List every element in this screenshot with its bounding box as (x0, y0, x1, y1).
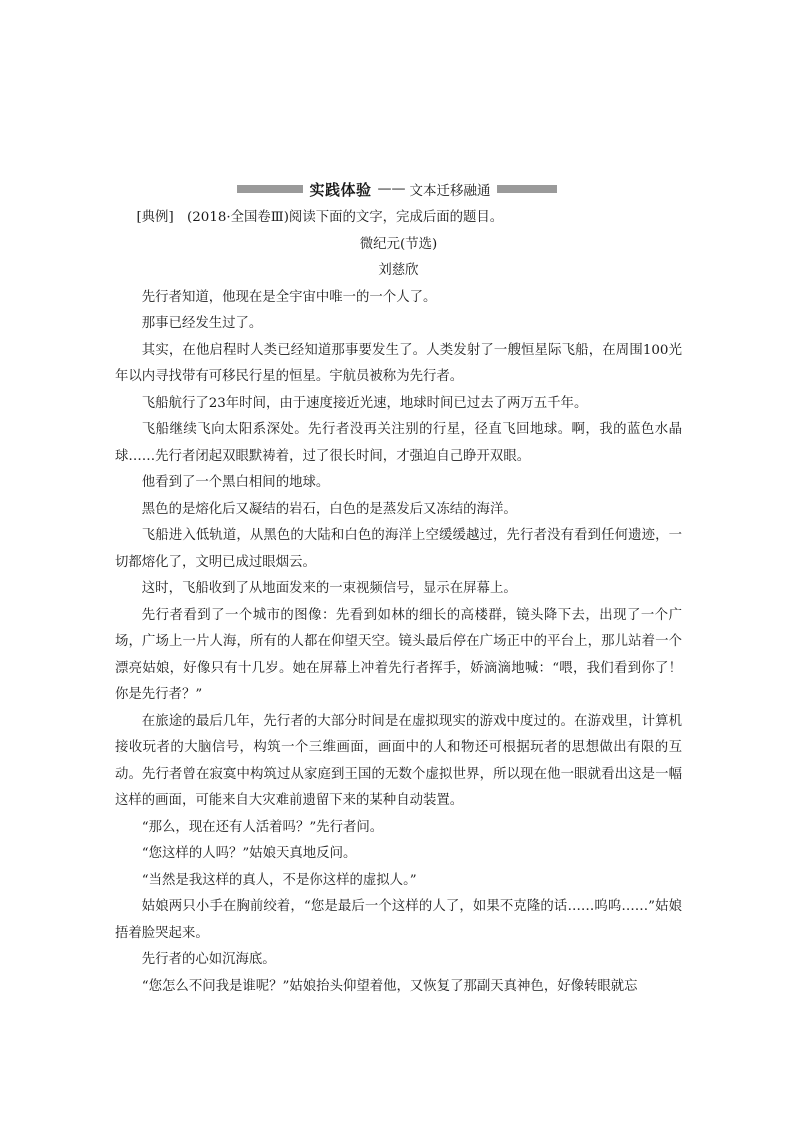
paragraph: “您怎么不问我是谁呢？”姑娘抬头仰望着他，又恢复了那副天真神色，好像转眼就忘 (141, 978, 638, 994)
paragraph: 飞船进入低轨道，从黑色的大陆和白色的海洋上空缓缓越过，先行者没有看到任何遗迹，一切都熔化了，文明已成过眼烟云。 (115, 528, 682, 570)
story-title: 微纪元(节选) (359, 236, 438, 252)
banner-dash: —— (377, 181, 406, 197)
banner-bar-left (237, 185, 303, 193)
paragraph: 那事已经发生过了。 (141, 316, 263, 331)
paragraph: 飞船航行了23年时间，由于速度接近光速，地球时间已过去了两万五千年。 (141, 395, 588, 411)
paragraph: 先行者的心如沉海底。 (141, 952, 276, 967)
paragraph: “那么，现在还有人活着吗？”先行者问。 (141, 819, 384, 835)
story-author: 刘慈欣 (378, 263, 419, 278)
paragraph: 他看到了一个黑白相间的地球。 (141, 475, 330, 490)
article-body (115, 205, 682, 1000)
paragraph: “当然是我这样的真人，不是你这样的虚拟人。” (141, 872, 417, 888)
banner-bar-right (497, 185, 557, 193)
section-banner (0, 179, 794, 199)
paragraph: “您这样的人吗？”姑娘天真地反问。 (141, 846, 357, 861)
example-intro: [典例] (2018·全国卷Ⅲ)阅读下面的文字，完成后面的题目。 (136, 210, 504, 225)
section-subtitle: 文本迁移融通 (409, 183, 491, 199)
paragraph: 先行者知道，他现在是全宇宙中唯一的一个人了。 (141, 289, 437, 305)
paragraph: 黑色的是熔化后又凝结的岩石，白色的是蒸发后又冻结的海洋。 (141, 501, 517, 517)
paragraph: 先行者看到了一个城市的图像：先看到如林的细长的高楼群，镜头降下去，出现了一个广场，广场上一片人海，所有的人都在仰望天空。镜头最后停在广场正中的平台上，那儿站着一个漂亮姑娘，好像只有十几岁。她在屏幕上冲着先行者挥手，娇滴滴地喊：“喂，我们看到你了！你是先行者？” (115, 607, 682, 702)
paragraph: 其实，在他启程时人类已经知道那事要发生了。人类发射了一艘恒星际飞船，在周围100光年以内寻找带有可移民行星的恒星。宇航员被称为先行者。 (115, 342, 682, 384)
paragraph: 这时，飞船收到了从地面发来的一束视频信号，显示在屏幕上。 (141, 581, 517, 596)
paragraph: 飞船继续飞向太阳系深处。先行者没再关注别的行星，径直飞回地球。啊，我的蓝色水晶球……先行者闭起双眼默祷着，过了很长时间，才强迫自己睁开双眼。 (115, 422, 682, 464)
paragraph: 姑娘两只小手在胸前绞着，“您是最后一个这样的人了，如果不克隆的话……呜呜……”姑娘捂着脸哭起来。 (115, 899, 682, 941)
section-title: 实践体验 (309, 180, 372, 199)
paragraph: 在旅途的最后几年，先行者的大部分时间是在虚拟现实的游戏中度过的。在游戏里，计算机接收玩者的大脑信号，构筑一个三维画面，画面中的人和物还可根据玩者的思想做出有限的互动。先行者曾在寂寞中构筑过从家庭到王国的无数个虚拟世界，所以现在他一眼就看出这是一幅这样的画面，可能来自大灾难前遗留下来的某种自动装置。 (115, 713, 682, 808)
